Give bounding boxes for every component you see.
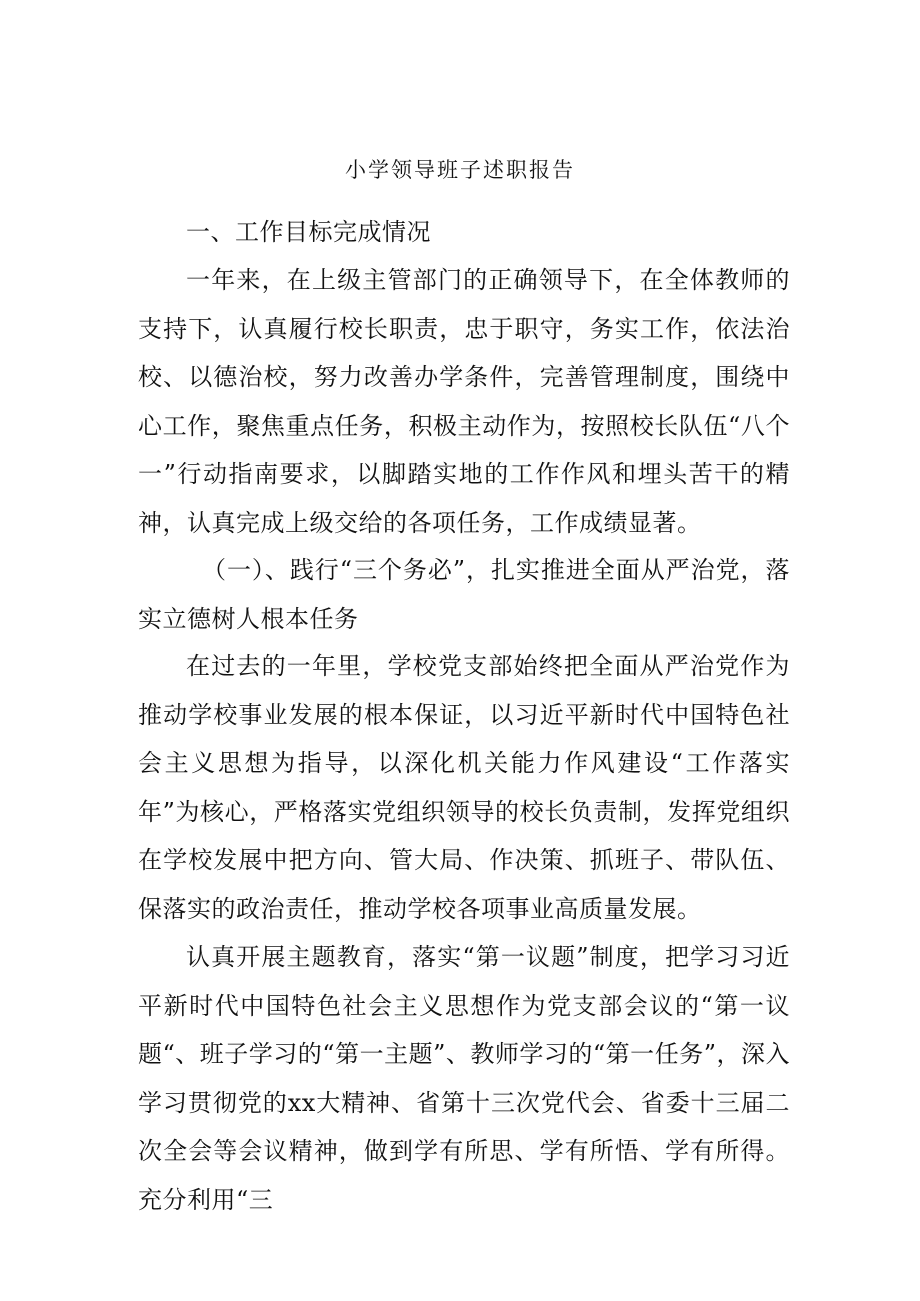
paragraph-overview: 一年来，在上级主管部门的正确领导下，在全体教师的支持下，认真履行校长职责，忠于职守，务实工作，依法治校、以德治校，努力改善办学条件，完善管理制度，围绕中心工作，聚焦重点任务，积极主动作为，按照校长队伍“八个一”行动指南要求，以脚踏实地的工作作风和埋头苦干的精神，认真完成上级交给的各项任务，工作成绩显著。 xyxy=(138,266,790,537)
paragraph-theme-education: 认真开展主题教育，落实“第一议题”制度，把学习习近平新时代中国特色社会主义思想作为党支部会议的“第一议题“、班子学习的“第一主题”、教师学习的“第一任务”，深入学习贯彻党的xx大精神、省第十三次党代会、省委十三届二次全会等会议精神，做到学有所思、学有所悟、学有所得。充分利用“三 xyxy=(138,943,790,1214)
paragraph-party-building: 在过去的一年里，学校党支部始终把全面从严治党作为推动学校事业发展的根本保证，以习近平新时代中国特色社会主义思想为指导，以深化机关能力作风建设“工作落实年”为核心，严格落实党组织领导的校长负责制，发挥党组织在学校发展中把方向、管大局、作决策、抓班子、带队伍、保落实的政治责任，推动学校各项事业高质量发展。 xyxy=(138,652,790,923)
subsection-heading-three-musts: （一）、践行“三个务必”，扎实推进全面从严治党，落实立德树人根本任务 xyxy=(138,556,790,633)
section-heading-work-goals: 一、工作目标完成情况 xyxy=(186,218,431,246)
document-title: 小学领导班子述职报告 xyxy=(345,158,575,182)
